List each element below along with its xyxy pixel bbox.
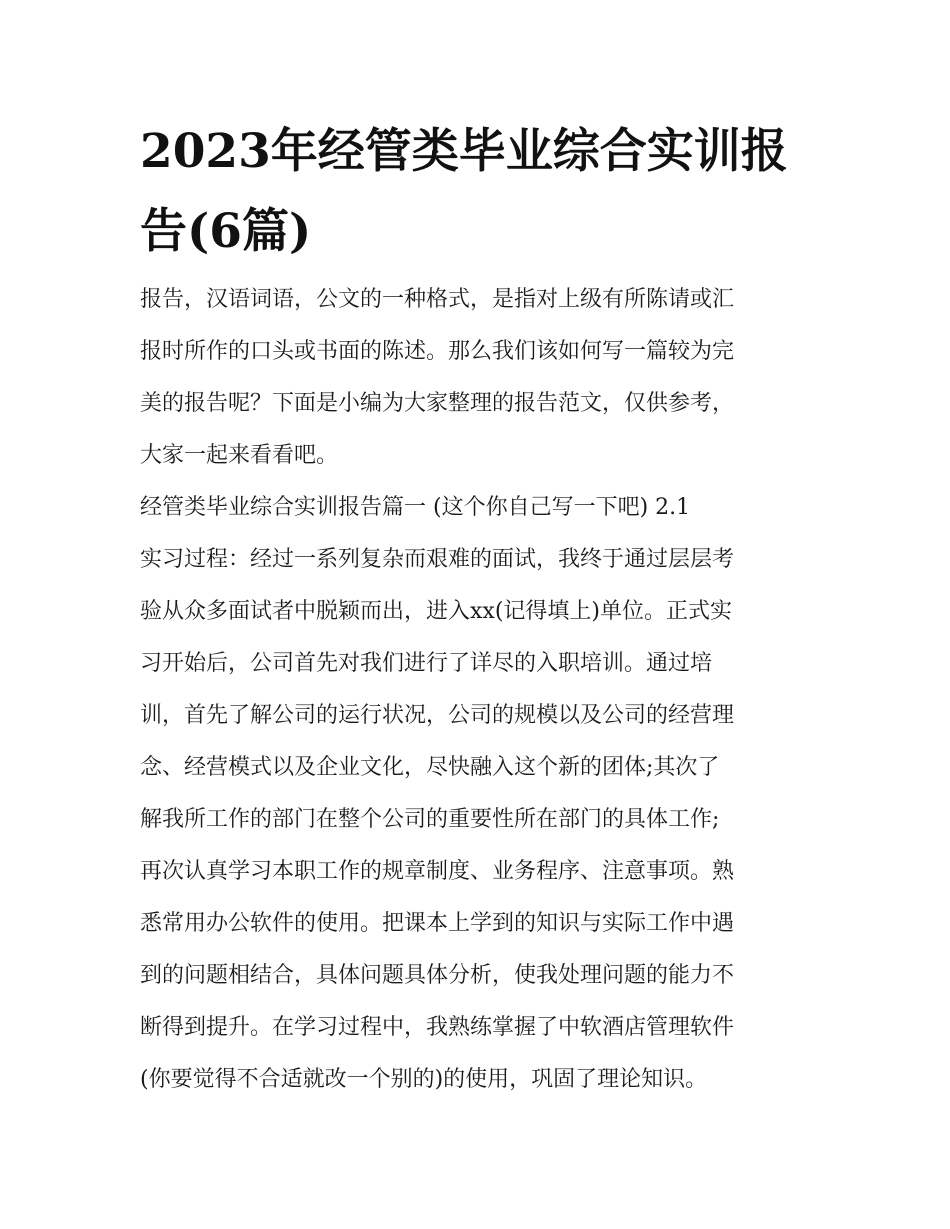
- section-line: 到的问题相结合，具体问题具体分析，使我处理问题的能力不: [140, 963, 735, 988]
- section-line: 再次认真学习本职工作的规章制度、业务程序、注意事项。熟: [140, 859, 735, 884]
- section-line: 悉常用办公软件的使用。把课本上学到的知识与实际工作中遇: [140, 911, 735, 936]
- section-line: 解我所工作的部门在整个公司的重要性所在部门的具体工作;: [140, 807, 720, 832]
- title-line: 2023年经管类毕业综合实训报: [140, 124, 788, 179]
- section-line: 念、经营模式以及企业文化，尽快融入这个新的团体;其次了: [140, 755, 720, 780]
- section-line: 实习过程：经过一系列复杂而艰难的面试，我终于通过层层考: [140, 547, 735, 572]
- section-heading-text: 经管类毕业综合实训报告篇一 (这个你自己写一下吧) 2.1: [140, 495, 691, 520]
- intro-line: 报告，汉语词语，公文的一种格式，是指对上级有所陈请或汇: [140, 287, 735, 312]
- section-paragraph: [140, 534, 812, 1106]
- intro-line: 报时所作的口头或书面的陈述。那么我们该如何写一篇较为完: [140, 339, 735, 364]
- intro-paragraph: [140, 274, 812, 482]
- section-line: 习开始后，公司首先对我们进行了详尽的入职培训。通过培: [140, 651, 713, 676]
- intro-line: 美的报告呢？下面是小编为大家整理的报告范文，仅供参考，: [140, 391, 735, 416]
- document-title: [140, 112, 820, 272]
- section-line: 断得到提升。在学习过程中，我熟练掌握了中软酒店管理软件: [140, 1015, 735, 1040]
- title-line: 告(6篇): [140, 204, 312, 259]
- section-line: 训，首先了解公司的运行状况，公司的规模以及公司的经营理: [140, 703, 735, 728]
- intro-line: 大家一起来看看吧。: [140, 443, 339, 468]
- section-heading: [140, 482, 812, 534]
- section-line: (你要觉得不合适就改一个别的)的使用，巩固了理论知识。: [140, 1067, 708, 1092]
- section-line: 验从众多面试者中脱颖而出，进入xx(记得填上)单位。正式实: [140, 599, 732, 624]
